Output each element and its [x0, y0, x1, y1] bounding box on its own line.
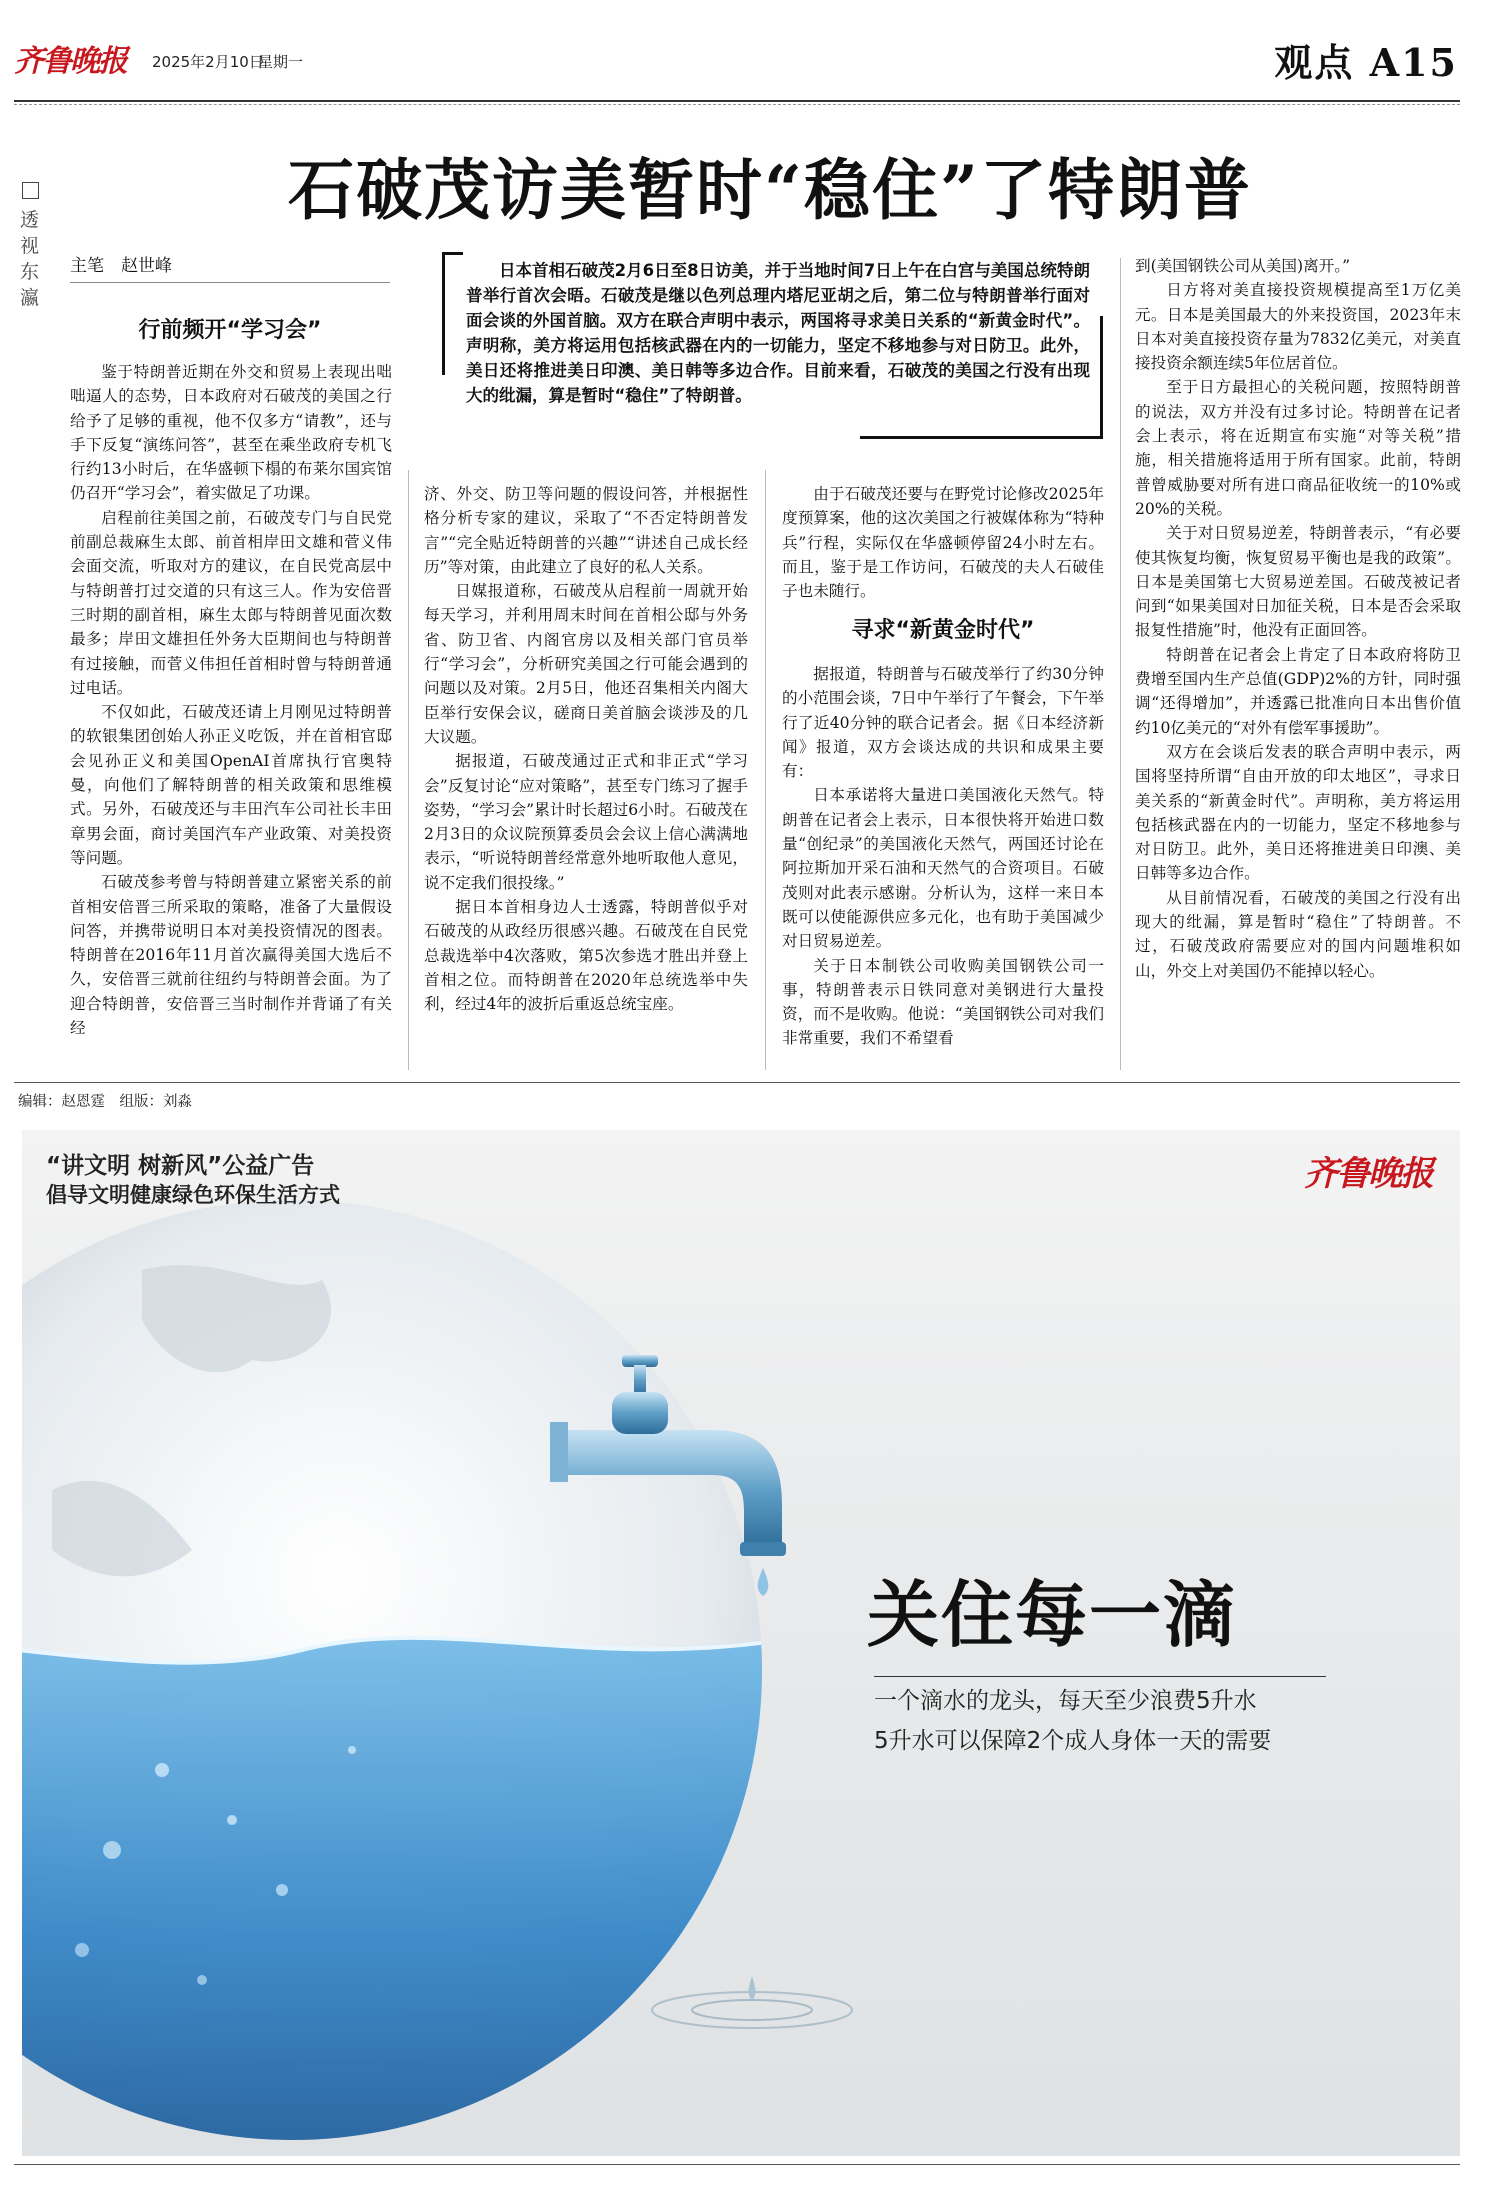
column-tag [20, 180, 46, 311]
ad-illustration [22, 1130, 1460, 2156]
article-column-3 [782, 662, 1104, 1072]
footer-divider [14, 1082, 1460, 1083]
lead-text: 日本首相石破茂2月6日至8日访美，并于当地时间7日上午在白宫与美国总统特朗普举行首次会晤。石破茂是继以色列总理内塔尼亚胡之后，第二位与特朗普举行面对面会谈的外国首脑。双方在联合声明中表示，两国将寻求美日关系的“新黄金时代”。声明称，美方将运用包括核武器在内的一切能力，坚定不移地参与对日防卫。此外，美日还将推进美日印澳、美日韩等多边合作。目前来看，石破茂的美国之行没有出现大的纰漏，算是暂时“稳住”了特朗普。 [466, 261, 1090, 405]
ad-title: “讲文明 树新风”公益广告 [46, 1153, 315, 1179]
ad-subtitle: 倡导文明健康绿色环保生活方式 [46, 1183, 340, 1207]
ad-description-2: 5升水可以保障2个成人身体一天的需要 [874, 1728, 1272, 1754]
paragraph: 鉴于特朗普近期在外交和贸易上表现出咄咄逼人的态势，日本政府对石破茂的美国之行给予了足够的重视，他不仅多方“请教”，还与手下反复“演练问答”，甚至在乘坐政府专机飞行约13小时后，在华盛顿下榻的布莱尔国宾馆仍召开“学习会”，着实做足了功课。 [70, 363, 392, 503]
article-column-1 [70, 360, 392, 1072]
newspaper-logo: 齐鲁晚报 [14, 44, 126, 79]
paragraph: 到(美国钢铁公司从美国)离开。” [1135, 257, 1351, 275]
issue-date: 2025年2月10日 [152, 53, 264, 71]
paragraph: 至于日方最担心的关税问题，按照特朗普的说法，双方并没有过多讨论。特朗普在记者会上表示，将在近期宣布实施“对等关税”措施，相关措施将适用于所有国家。此前，特朗普曾威胁要对所有进口商品征收统一的10%或20%的关税。 [1135, 378, 1461, 518]
article-column-4 [1135, 254, 1461, 1072]
editor-credits: 编辑：赵恩霆 组版：刘淼 [18, 1094, 192, 1110]
paragraph: 据报道，石破茂通过正式和非正式“学习会”反复讨论“应对策略”，甚至专门练习了握手姿势，“学习会”累计时长超过6小时。石破茂在2月3日的众议院预算委员会会议上信心满满地表示，“听说特朗普经常意外地听取他人意见，说不定我们很投缘。” [424, 752, 748, 892]
paragraph: 启程前往美国之前，石破茂专门与自民党前副总裁麻生太郎、前首相岸田文雄和菅义伟会面交流，听取对方的建议，在自民党高层中与特朗普打过交道的只有这三人。作为安倍晋三时期的副首相，麻生太郎与特朗普见面次数最多；岸田文雄担任外务大臣期间也与特朗普有过接触，而菅义伟担任首相时曾与特朗普通过电话。 [70, 508, 392, 697]
column-divider [1120, 258, 1121, 1070]
paragraph: 特朗普在记者会上肯定了日本政府将防卫费增至国内生产总值(GDP)2%的方针，同时强调“还得增加”，并透露已批准向日本出售价值约10亿美元的“对外有偿军事援助”。 [1135, 645, 1461, 737]
article-column-2 [424, 482, 748, 1072]
section-heading-2: 寻求“新黄金时代” [851, 618, 1035, 643]
paragraph: 据日本首相身边人士透露，特朗普似乎对石破茂的从政经历很感兴趣。石破茂在自民党总裁选举中4次落败，第5次参选才胜出并登上首相之位。而特朗普在2020年总统选举中失利，经过4年的波折后重返总统宝座。 [424, 898, 748, 1014]
lead-bracket-top-left [442, 252, 463, 375]
ad-slogan-underline [874, 1676, 1326, 1677]
lead-paragraph [466, 258, 1090, 408]
headline: 石破茂访美暂时“稳住”了特朗普 [288, 151, 1252, 229]
ad-newspaper-logo: 齐鲁晚报 [1304, 1154, 1432, 1194]
column-divider [765, 470, 766, 1070]
public-service-ad [22, 1130, 1460, 2156]
paragraph: 不仅如此，石破茂还请上月刚见过特朗普的软银集团创始人孙正义吃饭，并在首相官邸会见孙正义和美国OpenAI首席执行官奥特曼，向他们了解特朗普的相关政策和思维模式。另外，石破茂还与丰田汽车公司社长丰田章男会面，商讨美国汽车产业政策、对美投资等问题。 [70, 703, 392, 867]
paragraph: 济、外交、防卫等问题的假设问答，并根据性格分析专家的建议，采取了“不否定特朗普发言”“完全贴近特朗普的兴趣”“讲述自己成长经历”等对策，由此建立了良好的私人关系。 [424, 485, 748, 576]
paragraph: 石破茂参考曾与特朗普建立紧密关系的前首相安倍晋三所采取的策略，准备了大量假设问答，并携带说明日本对美投资情况的图表。特朗普在2016年11月首次赢得美国大选后不久，安倍晋三就前往纽约与特朗普会面。为了迎合特朗普，安倍晋三当时制作并背诵了有关经 [70, 873, 392, 1038]
water-fill [22, 1638, 782, 2156]
paragraph: 日方将对美直接投资规模提高至1万亿美元。日本是美国最大的外来投资国，2023年末日本对美直接投资存量为7832亿美元，对美直接投资余额连续5年位居首位。 [1135, 281, 1461, 373]
paragraph: 关于对日贸易逆差，特朗普表示，“有必要使其恢复均衡，恢复贸易平衡也是我的政策”。日本是美国第七大贸易逆差国。石破茂被记者问到“如果美国对日加征关税，日本是否会采取报复性措施”时，他没有正面回答。 [1135, 524, 1461, 640]
issue-weekday: 星期一 [258, 53, 304, 71]
section-page-label: 观点 A15 [1274, 40, 1458, 85]
header-divider [14, 100, 1460, 102]
paragraph: 由于石破茂还要与在野党讨论修改2025年度预算案，他的这次美国之行被媒体称为“特种兵”行程，实际仅在华盛顿停留24小时左右。而且，鉴于是工作访问，石破茂的夫人石破佳子也未随行。 [782, 485, 1104, 601]
section-heading-1: 行前频开“学习会” [138, 318, 322, 343]
paragraph: 日媒报道称，石破茂从启程前一周就开始每天学习，并利用周末时间在首相公邸与外务省、防卫省、内阁官房以及相关部门官员举行“学习会”，分析研究美国之行可能会遇到的问题以及对策。2月5日，他还召集相关内阁大臣举行安保会议，磋商日美首脑会谈涉及的几大议题。 [424, 582, 748, 746]
paragraph: 关于日本制铁公司收购美国钢铁公司一事，特朗普表示日铁同意对美钢进行大量投资，而不是收购。他说：“美国钢铁公司对我们非常重要，我们不希望看 [782, 956, 1104, 1048]
column-tag-text: 透视东瀛 [20, 209, 40, 309]
paragraph: 日本承诺将大量进口美国液化天然气。特朗普在记者会上表示，日本很快将开始进口数量“创纪录”的美国液化天然气，两国还讨论在阿拉斯加开采石油和天然气的合资项目。石破茂则对此表示感谢。分析认为，这样一来日本既可以使能源供应多元化，也有助于美国减少对日贸易逆差。 [782, 786, 1104, 951]
bottom-divider [14, 2164, 1460, 2165]
ad-description-1: 一个滴水的龙头，每天至少浪费5升水 [874, 1688, 1257, 1714]
header-divider-dashed [14, 104, 1460, 105]
ripple-icon [652, 1976, 852, 2028]
paragraph: 双方在会谈后发表的联合声明中表示，两国将坚持所谓“自由开放的印太地区”，寻求日美关系的“新黄金时代”。声明称，美方将运用包括核武器在内的一切能力，坚定不移地参与对日防卫。此外，美日还将推进美日印澳、美日韩等多边合作。 [1135, 742, 1461, 883]
ad-slogan: 关住每一滴 [867, 1572, 1238, 1657]
column-divider [408, 470, 409, 1070]
paragraph: 据报道，特朗普与石破茂举行了约30分钟的小范围会谈，7日中午举行了午餐会，下午举行了近40分钟的联合记者会。据《日本经济新闻》报道，双方会谈达成的共识和成果主要有： [782, 665, 1104, 781]
byline: 主笔 赵世峰 [70, 254, 390, 283]
paragraph: 从目前情况看，石破茂的美国之行没有出现大的纰漏，算是暂时“稳住”了特朗普。不过，石破茂政府需要应对的国内问题堆积如山，外交上对美国仍不能掉以轻心。 [1135, 888, 1461, 980]
water-drop-icon [758, 1568, 769, 1596]
column-tag-box-icon [22, 182, 39, 199]
article-column-3-top [782, 482, 1104, 612]
